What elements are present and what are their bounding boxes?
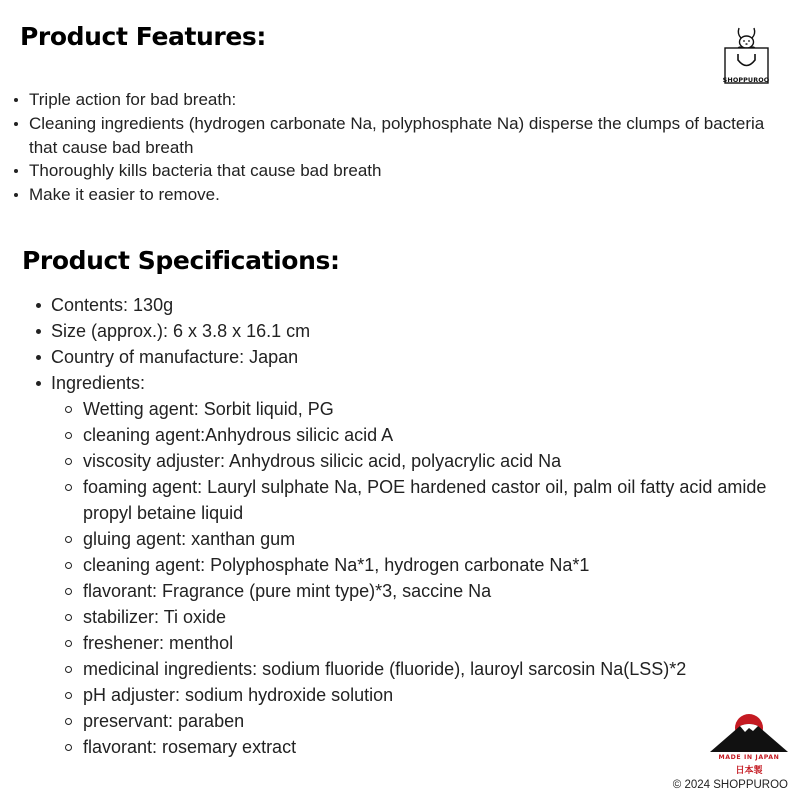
ingredient-item: preservant: paraben [51,708,774,734]
ingredient-item: flavorant: rosemary extract [51,734,774,760]
ingredient-item: flavorant: Fragrance (pure mint type)*3, saccine Na [51,578,774,604]
logo-text: SHOPPUROO [722,76,770,84]
ingredient-item: freshener: menthol [51,630,774,656]
ingredients-list [51,396,774,760]
specifications-title: Product Specifications: [22,246,340,275]
ingredient-item: Wetting agent: Sorbit liquid, PG [51,396,774,422]
list-item: Contents: 130g [34,292,774,318]
list-item: Size (approx.): 6 x 3.8 x 16.1 cm [34,318,774,344]
made-in-japan-jp: 日本製 [735,766,763,776]
copyright-text: © 2024 SHOPPUROO [672,779,788,791]
ingredient-item: cleaning agent:Anhydrous silicic acid A [51,422,774,448]
ingredient-item: medicinal ingredients: sodium fluoride (fluoride), lauroyl sarcosin Na(LSS)*2 [51,656,774,682]
mount-fuji-rising-sun-icon [706,706,792,754]
ingredient-item: gluing agent: xanthan gum [51,526,774,552]
made-in-japan-label: MADE IN JAPAN [718,754,780,761]
features-title: Product Features: [20,22,266,51]
ingredient-item: pH adjuster: sodium hydroxide solution [51,682,774,708]
shoppuroo-logo [718,24,774,86]
list-item: Thoroughly kills bacteria that cause bad breath [12,159,792,183]
ingredient-item: foaming agent: Lauryl sulphate Na, POE hardened castor oil, palm oil fatty acid amide propyl betaine liquid [51,474,774,526]
ingredient-item: cleaning agent: Polyphosphate Na*1, hydrogen carbonate Na*1 [51,552,774,578]
features-list [12,88,792,207]
list-item [34,370,774,760]
ingredient-item: stabilizer: Ti oxide [51,604,774,630]
list-item: Make it easier to remove. [12,183,792,207]
list-item: Country of manufacture: Japan [34,344,774,370]
specifications-list [34,292,774,760]
ingredient-item: viscosity adjuster: Anhydrous silicic acid, polyacrylic acid Na [51,448,774,474]
made-in-japan-badge [706,706,792,780]
ingredients-label: Ingredients: [51,373,146,393]
list-item: Triple action for bad breath: [12,88,792,112]
list-item: Cleaning ingredients (hydrogen carbonate Na, polyphosphate Na) disperse the clumps of bacteria that cause bad breath [12,112,792,160]
